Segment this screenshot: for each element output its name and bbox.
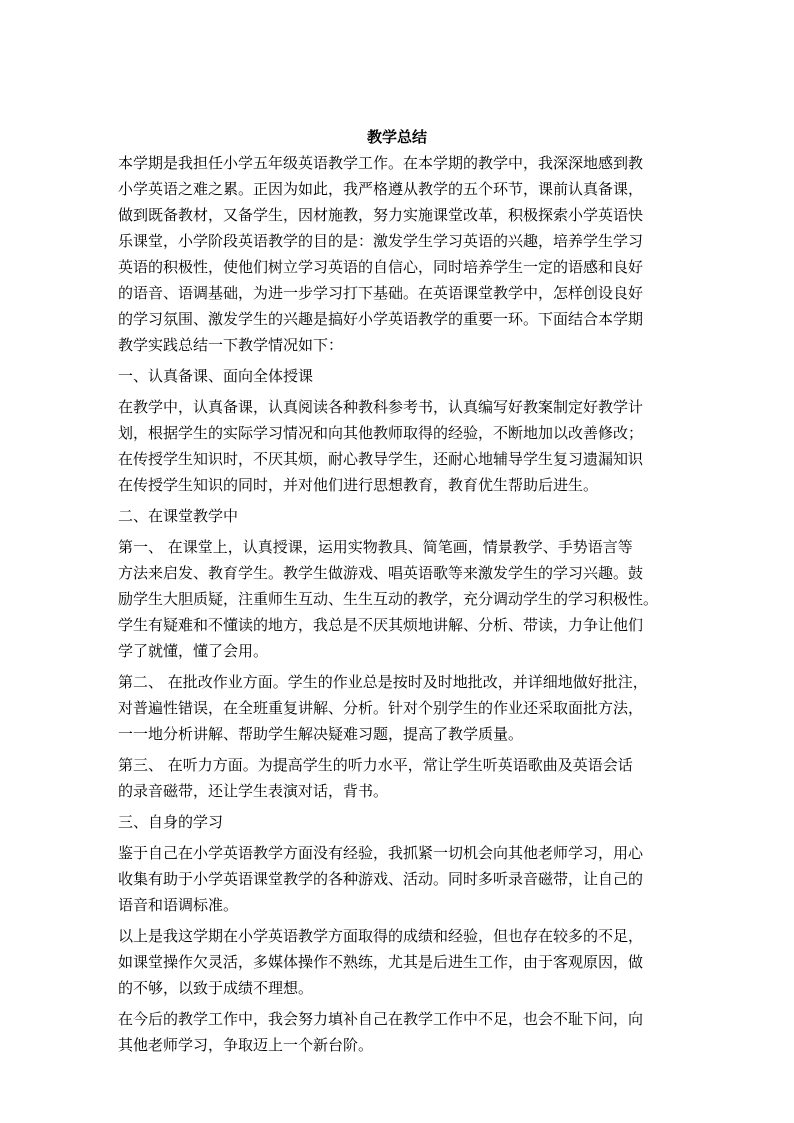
paragraph-line: 一、认真备课、面向全体授课 <box>118 367 314 385</box>
paragraph <box>118 752 676 804</box>
paragraph <box>118 809 676 835</box>
paragraph-line: 鉴于自己在小学英语教学方面没有经验，我抓紧一切机会向其他老师学习，用心 <box>118 844 644 862</box>
paragraph-line: 三、自身的学习 <box>118 813 224 831</box>
paragraph-line: 如课堂操作欠灵活，多媒体操作不熟练，尤其是后进生工作，由于客观原因，做 <box>118 953 644 971</box>
paragraph <box>118 923 676 1001</box>
paragraph-line: 方法来启发、教育学生。教学生做游戏、唱英语歌等来激发学生的学习兴趣。鼓 <box>118 564 644 582</box>
paragraph-line: 一一地分析讲解、帮助学生解决疑难习题，提高了教学质量。 <box>118 725 524 743</box>
paragraph-line: 收集有助于小学英语课堂教学的各种游戏、活动。同时多听录音磁带，让自己的 <box>118 870 644 888</box>
paragraph-line: 学生有疑难和不懂读的地方，我总是不厌其烦地讲解、分析、带读，力争让他们 <box>118 616 644 634</box>
document-body <box>118 150 676 1058</box>
paragraph <box>118 1006 676 1058</box>
paragraph-line: 英语的积极性，使他们树立学习英语的自信心，同时培养学生一定的语感和良好 <box>118 258 644 276</box>
paragraph <box>118 669 676 747</box>
paragraph-line: 本学期是我担任小学五年级英语教学工作。在本学期的教学中，我深深地感到教 <box>118 154 644 172</box>
paragraph <box>118 534 676 664</box>
paragraph-line: 乐课堂，小学阶段英语教学的目的是：激发学生学习英语的兴趣，培养学生学习 <box>118 232 644 250</box>
paragraph <box>118 840 676 918</box>
paragraph-line: 第三、 在听力方面。为提高学生的听力水平，常让学生听英语歌曲及英语会话 <box>118 756 633 774</box>
paragraph <box>118 363 676 389</box>
paragraph-line: 做到既备教材，又备学生，因材施教，努力实施课堂改革，积极探索小学英语快 <box>118 206 644 224</box>
paragraph-line: 其他老师学习，争取迈上一个新台阶。 <box>118 1036 374 1054</box>
paragraph-line: 的语音、语调基础，为进一步学习打下基础。在英语课堂教学中，怎样创设良好 <box>118 284 644 302</box>
paragraph-line: 划，根据学生的实际学习情况和向其他教师取得的经验，不断地加以改善修改； <box>118 424 644 442</box>
paragraph-line: 第二、 在批改作业方面。学生的作业总是按时及时地批改，并详细地做好批注， <box>118 673 648 691</box>
paragraph-line: 二、在课堂教学中 <box>118 507 239 525</box>
paragraph-line: 语音和语调标准。 <box>118 896 239 914</box>
paragraph-line: 在教学中，认真备课，认真阅读各种教科参考书，认真编写好教案制定好教学计 <box>118 398 644 416</box>
paragraph-line: 教学实践总结一下教学情况如下： <box>118 336 344 354</box>
paragraph-line: 小学英语之难之累。正因为如此，我严格遵从教学的五个环节，课前认真备课， <box>118 180 644 198</box>
paragraph <box>118 503 676 529</box>
paragraph-line: 励学生大胆质疑，注重师生互动、生生互动的教学，充分调动学生的学习积极性。 <box>118 590 659 608</box>
paragraph-line: 以上是我这学期在小学英语教学方面取得的成绩和经验，但也存在较多的不足， <box>118 927 644 945</box>
paragraph-line: 的录音磁带，还让学生表演对话，背书。 <box>118 782 389 800</box>
document-title: 教学总结 <box>366 128 427 146</box>
paragraph-line: 对普遍性错误，在全班重复讲解、分析。针对个别学生的作业还采取面批方法， <box>118 699 644 717</box>
paragraph-line: 学了就懂，懂了会用。 <box>118 642 269 660</box>
paragraph-line: 的不够，以致于成绩不理想。 <box>118 979 314 997</box>
paragraph-line: 在传授学生知识时，不厌其烦，耐心教导学生，还耐心地辅导学生复习遗漏知识 <box>118 450 644 468</box>
paragraph <box>118 394 676 498</box>
paragraph <box>118 150 676 358</box>
document-page <box>118 126 676 1058</box>
paragraph-line: 第一、 在课堂上，认真授课，运用实物教具、简笔画，情景教学、手势语言等 <box>118 538 633 556</box>
paragraph-line: 在今后的教学工作中，我会努力填补自己在教学工作中不足，也会不耻下问，向 <box>118 1010 644 1028</box>
paragraph-line: 在传授学生知识的同时，并对他们进行思想教育，教育优生帮助后进生。 <box>118 476 599 494</box>
paragraph-line: 的学习氛围、激发学生的兴趣是搞好小学英语教学的重要一环。下面结合本学期 <box>118 310 644 328</box>
